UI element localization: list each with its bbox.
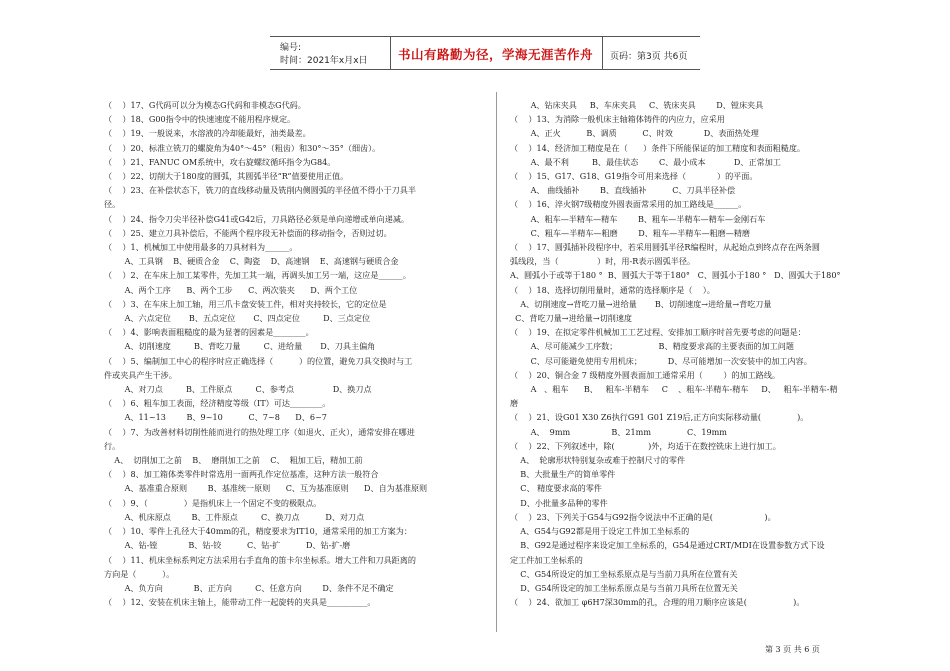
header-separator [602,37,603,69]
question-line: D、G54所设定的加工坐标系原点是与当前刀具所在位置无关 [510,582,738,593]
question-line: （ ）17、圆弧插补段程序中，若采用圆弧半径R编程时，从起始点到终点存在两条圆 [510,242,820,253]
question-line: A、 切削加工之前 B、 磨削加工之前 C、 粗加工后，精加工前 [104,455,363,466]
question-line: （ ）16、淬火钢7级精度外圆表面常采用的加工路线是______。 [510,199,747,210]
question-line: A、11~13 B、9~10 C、7~8 D、6~7 [104,412,327,423]
page-label: 页码：第3页 共6页 [610,52,688,62]
question-line: （ ）12、安装在机床主轴上，能带动工件一起旋转的夹具是__________。 [104,597,376,608]
question-line: A、正火 B、调质 C、时效 D、表面热处理 [510,128,759,139]
time-label: 时间：2021年x月x日 [280,56,368,66]
motto-text: 书山有路勤为径，学海无涯苦作舟 [398,47,594,62]
question-line: A、最不利 B、最佳状态 C、最小成本 D、正常加工 [510,156,781,167]
question-line: （ ）17、G代码可以分为模态G代码和非模态G代码。 [104,100,306,110]
question-line: （ ）25、建立刀具补偿后，不能两个程序段无补偿面的移动指令，否则过切。 [104,227,392,238]
question-line: A、机床原点 B、工件原点 C、换刀点 D、对刀点 [104,511,365,522]
question-line: C、 精度要求高的零件 [510,483,602,494]
page-header [270,36,700,70]
question-line: B、G92是通过程序来设定加工坐标系的，G54是通过CRT/MDI在设置参数方式下设 [510,540,825,551]
header-separator [390,37,391,69]
question-line: （ ）15、G17、G18、G19指令可用来选择（ ）的平面。 [510,171,758,182]
left-column [104,98,482,609]
question-line: （ ）20、铜合金 7 级精度外圆表面加工通常采用（ ）的加工路线。 [510,369,781,380]
question-line: （ ）22、切削大于180度的圆弧，其圆弧半径“R”值要使用正值。 [104,171,349,182]
question-line: （ ）24、欲加工 φ6H7深30mm的孔，合理的用刀顺序应该是( )。 [510,597,805,608]
question-line: （ ）19、一般说来，水溶液的冷却能最好，油类最差。 [104,128,311,139]
question-line: （ ）21、FANUC OM系统中，攻右旋螺纹循环指令为G84。 [104,156,336,167]
question-line: A、六点定位 B、五点定位 C、四点定位 D、三点定位 [104,313,371,324]
question-line: （ ）22、下列叙述中，除( )外，均适于在数控铣床上进行加工。 [510,440,781,451]
question-line: （ ）9、（ ）是指机床上一个固定不变的极限点。 [104,497,322,508]
question-line: （ ）18、选择切削用量时，通常的选择顺序是（ ）。 [510,284,715,295]
question-line: （ ）18、G00指令中的快速速度不能用程序规定。 [104,114,296,125]
question-line: （ ）2、在车床上加工某零件，先加工其一端，再调头加工另一端，这应是______。 [104,270,411,281]
question-line: 径。 [104,199,121,210]
question-line: A、切削速度→背吃刀量→进给量 B、切削速度→进给量→背吃刀量 [510,298,772,309]
question-line: A、基准重合原则 B、基准统一原则 C、互为基准原则 D、自为基准原则 [104,483,428,494]
question-line: A、 9mm B、21mm C、19mm [510,426,727,437]
question-line: C、尽可能避免使用专用机床； D、尽可能增加一次安装中的加工内容。 [510,355,812,366]
question-line: （ ）24、指令刀尖半径补偿G41或G42后，刀具路径必须是单向递增或单向递减。 [104,213,410,224]
question-line: A、对刀点 B、工件原点 C、参考点 D、换刀点 [104,384,372,395]
question-line: （ ）8、加工箱体类零件时常选用一面两孔作定位基准，这种方法一般符合 [104,469,379,480]
page-footer: 第 3 页 共 6 页 [765,645,820,654]
question-line: （ ）20、标准立铣刀的螺旋角为40°～45°（粗齿）和30°～35°（细齿）。 [104,142,381,153]
question-line: （ ）1、机械加工中使用最多的刀具材料为______。 [104,242,298,253]
question-line: 件或夹具产生干涉。 [104,369,177,380]
column-divider [496,92,497,632]
question-line: （ ）13、为消除一般机床主轴箱体铸件的内应力，应采用 [510,114,725,125]
question-line: A、尽可能减少工序数； B、精度要求高的主要表面的加工问题 [510,341,794,352]
question-line: （ ）14、经济加工精度是在（ ）条件下所能保证的加工精度和表面粗糙度。 [510,142,806,153]
question-line: B、大批量生产的简单零件 [510,469,616,480]
question-line: A、G54与G92都是用于设定工件加工坐标系的 [510,526,690,537]
question-line: A、 轮廓形状特别复杂或难于控制尺寸的零件 [510,455,686,466]
question-line: C、背吃刀量→进给量→切削速度 [510,313,633,324]
question-line: D、小批量多品种的零件 [510,497,608,508]
question-line: （ ）4、影响表面粗糙度的最为显著的因素是________。 [104,327,314,338]
question-line: A、粗车—半精车—精车 B、粗车—半精车—精车—金刚石车 [510,213,766,224]
question-line: A、两个工序 B、两个工步 C、两次装夹 D、两个工位 [104,284,358,295]
question-line: （ ）23、下列关于G54与G92指令说法中不正确的是( )。 [510,511,776,522]
question-line: A、 曲线插补 B、直线插补 C、刀具半径补偿 [510,185,736,196]
question-line: A、圆弧小于或等于180 ° B、圆弧大于等于180° C、圆弧小于180 ° D、圆弧大于180° [510,270,841,281]
question-line: 定工件加工坐标系的 [510,554,583,565]
question-line: C、G54所设定的加工坐标系原点是与当前刀具所在位置有关 [510,568,738,579]
question-line: A、切削速度 B、背吃刀量 C、进给量 D、刀具主偏角 [104,341,376,352]
question-line: A、钻-镗 B、钻-铰 C、钻-扩 D、钻-扩-磨 [104,540,351,551]
question-line: （ ）7、为改善材料切削性能而进行的热处理工序（如退火、正火），通常安排在哪进 [104,426,415,437]
right-column [510,98,902,609]
question-line: （ ）3、在车床上加工轴，用三爪卡盘安装工件，相对夹持较长，它的定位是 [104,298,387,309]
question-line: （ ）21、设G01 X30 Z6执行G91 G01 Z19后,正方向实际移动量( )。 [510,412,809,423]
question-line: A、负方向 B、正方向 C、任意方向 D、条件不足不确定 [104,582,394,593]
question-line: （ ）23、在补偿状态下，铣刀的直线移动量及铣削内侧圆弧的半径值不得小于刀具半 [104,185,416,196]
question-line: A、钻床夹具 B、车床夹具 C、铣床夹具 D、镗床夹具 [510,100,764,110]
question-line: （ ）11、机床坐标系判定方法采用右手直角的笛卡尔坐标系。增大工件和刀具距离的 [104,554,416,565]
question-line: （ ）19、在拟定零件机械加工工艺过程、安排加工顺序时首先要考虑的问题是： [510,327,806,338]
question-line: （ ）5、编制加工中心的程序时应正确选择（ ）的位置，避免刀具交换时与工 [104,355,413,366]
question-line: A 、粗车 B、 粗车-半精车 C 、粗车-半精车-精车 D、 粗车-半精车-精 [510,384,838,395]
question-line: 方向是（ ）。 [104,568,175,579]
question-line: 磨 [510,398,519,409]
number-label: 编号: [280,43,302,53]
question-line: 弧线段，当（ ）时，用-R表示圆弧半径。 [510,256,696,267]
question-line: C、粗车—半精车—粗磨 D、粗车—半精车—粗磨—精磨 [510,227,751,238]
question-line: A、工具钢 B、硬质合金 C、陶瓷 D、高速钢 E、高速钢与硬质合金 [104,256,399,267]
question-line: 行。 [104,440,121,451]
question-line: （ ）6、粗车加工表面，经济精度等级（IT）可达________。 [104,398,331,409]
question-line: （ ）10、零件上孔径大于40mm的孔，精度要求为IT10，通常采用的加工方案为： [104,526,412,537]
